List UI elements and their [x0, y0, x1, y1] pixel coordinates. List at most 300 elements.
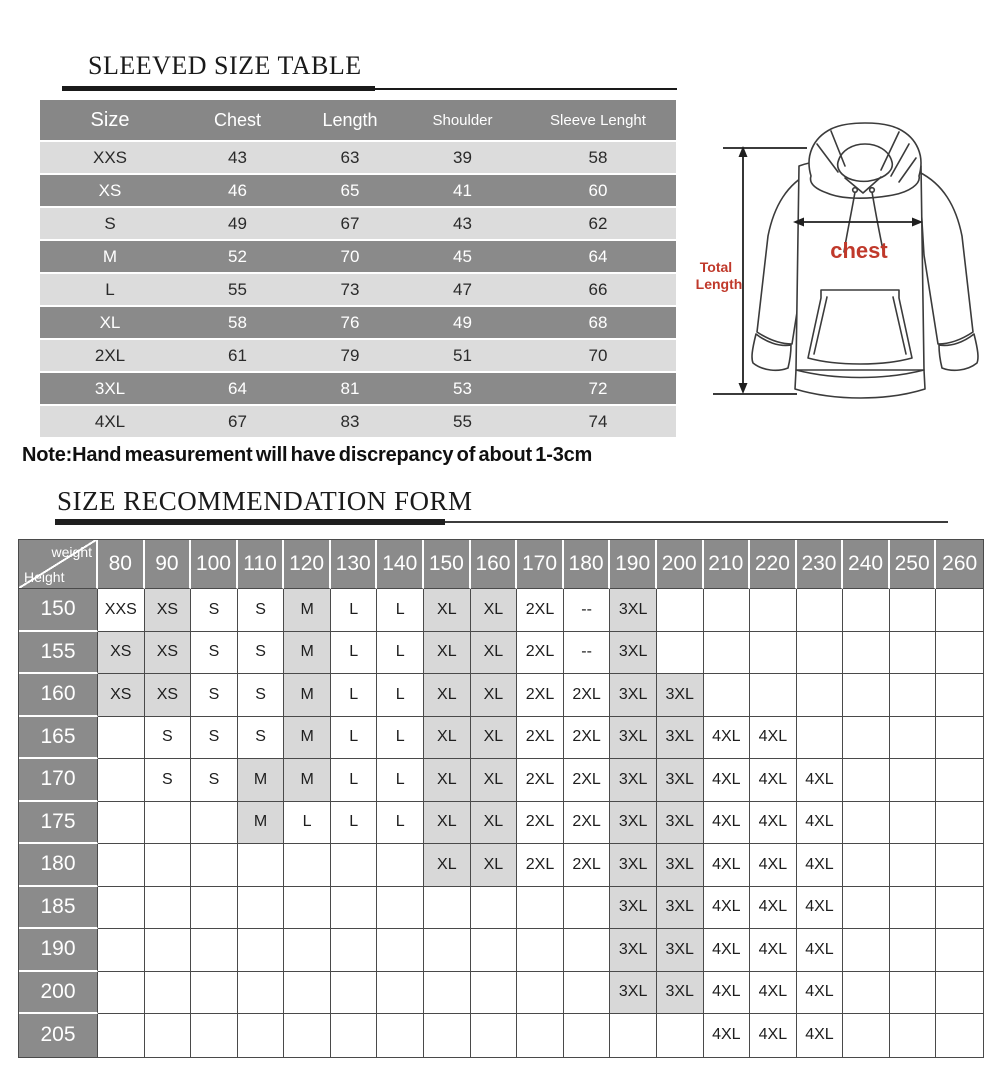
column-header: Sleeve Lenght [520, 100, 676, 142]
grid-row [19, 1014, 983, 1057]
size-cell: 4XL [750, 844, 797, 887]
height-label-cell: 200 [19, 972, 98, 1015]
size-cell: L [331, 674, 378, 717]
table-row [40, 175, 676, 208]
table-cell: 83 [295, 406, 405, 439]
table-cell: 67 [180, 406, 295, 439]
height-label-cell: 165 [19, 717, 98, 760]
weight-header-cell: 80 [98, 540, 145, 589]
weight-header-cell: 220 [750, 540, 797, 589]
size-cell: M [284, 759, 331, 802]
grid-row [19, 589, 983, 632]
size-cell: L [377, 802, 424, 845]
size-cell: 3XL [610, 717, 657, 760]
size-cell: 3XL [657, 717, 704, 760]
table-cell: 55 [405, 406, 520, 439]
size-cell: XL [424, 717, 471, 760]
size-cell: 3XL [657, 972, 704, 1015]
size-cell: 3XL [610, 929, 657, 972]
empty-cell [890, 802, 937, 845]
weight-header-cell: 90 [145, 540, 192, 589]
empty-cell [517, 972, 564, 1015]
empty-cell [843, 972, 890, 1015]
size-cell: L [377, 632, 424, 675]
table-cell: S [40, 208, 180, 241]
size-cell: 3XL [610, 632, 657, 675]
empty-cell [284, 887, 331, 930]
empty-cell [936, 674, 983, 717]
empty-cell [331, 887, 378, 930]
empty-cell [191, 972, 238, 1015]
size-cell: M [284, 717, 331, 760]
size-cell: 2XL [517, 802, 564, 845]
table-cell: 49 [405, 307, 520, 340]
empty-cell [424, 929, 471, 972]
table-cell: XS [40, 175, 180, 208]
empty-cell [936, 887, 983, 930]
table-cell: 41 [405, 175, 520, 208]
size-cell: 2XL [564, 802, 611, 845]
size-cell: S [238, 674, 285, 717]
empty-cell [471, 887, 518, 930]
weight-header-cell: 130 [331, 540, 378, 589]
sleeved-table-title: SLEEVED SIZE TABLE [88, 51, 362, 80]
weight-header-cell: 110 [238, 540, 285, 589]
table-cell: 53 [405, 373, 520, 406]
table-cell: 67 [295, 208, 405, 241]
empty-cell [145, 929, 192, 972]
size-cell: 2XL [517, 674, 564, 717]
empty-cell [564, 972, 611, 1015]
size-cell: S [145, 717, 192, 760]
empty-cell [797, 632, 844, 675]
height-label-cell: 175 [19, 802, 98, 845]
weight-header-cell: 210 [704, 540, 751, 589]
grid-header-row [19, 540, 983, 589]
table-cell: 81 [295, 373, 405, 406]
sleeved-table-body [40, 142, 676, 439]
table-cell: 76 [295, 307, 405, 340]
empty-cell [331, 1014, 378, 1057]
size-cell: XL [424, 802, 471, 845]
height-label-cell: 160 [19, 674, 98, 717]
size-cell: L [377, 759, 424, 802]
empty-cell [98, 759, 145, 802]
size-cell: XL [424, 759, 471, 802]
empty-cell [377, 1014, 424, 1057]
table-cell: 4XL [40, 406, 180, 439]
empty-cell [797, 674, 844, 717]
empty-cell [936, 802, 983, 845]
empty-cell [843, 589, 890, 632]
empty-cell [471, 1014, 518, 1057]
weight-header-cell: 170 [517, 540, 564, 589]
size-cell: XL [471, 589, 518, 632]
empty-cell [750, 632, 797, 675]
size-cell: 3XL [610, 844, 657, 887]
empty-cell [98, 802, 145, 845]
empty-cell [936, 929, 983, 972]
empty-cell [98, 717, 145, 760]
grid-row [19, 674, 983, 717]
size-cell: S [191, 632, 238, 675]
column-header: Shoulder [405, 100, 520, 142]
empty-cell [238, 887, 285, 930]
size-cell: 4XL [797, 1014, 844, 1057]
empty-cell [704, 674, 751, 717]
table-cell: M [40, 241, 180, 274]
table-cell: 58 [180, 307, 295, 340]
weight-header-cell: 140 [377, 540, 424, 589]
table-cell: 63 [295, 142, 405, 175]
table-cell: XXS [40, 142, 180, 175]
size-cell: 2XL [564, 844, 611, 887]
empty-cell [145, 887, 192, 930]
weight-header-cell: 180 [564, 540, 611, 589]
empty-cell [98, 972, 145, 1015]
empty-cell [564, 1014, 611, 1057]
weight-header-cell: 240 [843, 540, 890, 589]
size-cell: 3XL [657, 674, 704, 717]
table-cell: 39 [405, 142, 520, 175]
column-header: Length [295, 100, 405, 142]
table-row [40, 241, 676, 274]
empty-cell [191, 887, 238, 930]
size-cell: 4XL [797, 802, 844, 845]
empty-cell [284, 844, 331, 887]
size-cell: 3XL [610, 759, 657, 802]
empty-cell [284, 1014, 331, 1057]
size-cell: 4XL [797, 887, 844, 930]
empty-cell [377, 972, 424, 1015]
size-cell: S [191, 717, 238, 760]
empty-cell [238, 844, 285, 887]
empty-cell [191, 1014, 238, 1057]
table-row [40, 142, 676, 175]
size-cell: XXS [98, 589, 145, 632]
empty-cell [890, 844, 937, 887]
size-cell: XL [424, 632, 471, 675]
empty-cell [936, 844, 983, 887]
size-cell: S [238, 589, 285, 632]
table-row [40, 274, 676, 307]
table-cell: 79 [295, 340, 405, 373]
empty-cell [843, 632, 890, 675]
size-cell: 4XL [704, 972, 751, 1015]
weight-header-cell: 190 [610, 540, 657, 589]
size-cell: XL [424, 844, 471, 887]
empty-cell [843, 1014, 890, 1057]
table-cell: 70 [295, 241, 405, 274]
grid-row [19, 717, 983, 760]
empty-cell [936, 589, 983, 632]
size-cell: M [284, 589, 331, 632]
table-row [40, 208, 676, 241]
size-cell: 4XL [704, 759, 751, 802]
table-cell: 43 [405, 208, 520, 241]
empty-cell [145, 844, 192, 887]
empty-cell [517, 1014, 564, 1057]
table-cell: 66 [520, 274, 676, 307]
grid-row [19, 887, 983, 930]
size-cell: 2XL [517, 844, 564, 887]
size-cell: -- [564, 632, 611, 675]
empty-cell [843, 759, 890, 802]
table-cell: 61 [180, 340, 295, 373]
empty-cell [704, 589, 751, 632]
table-cell: 65 [295, 175, 405, 208]
size-cell: 4XL [750, 929, 797, 972]
form-underline-thick [55, 519, 445, 525]
size-cell: M [238, 802, 285, 845]
empty-cell [517, 929, 564, 972]
empty-cell [145, 802, 192, 845]
empty-cell [191, 844, 238, 887]
size-cell: XS [98, 674, 145, 717]
total-length-label-line2: Length [695, 276, 743, 292]
table-cell: 58 [520, 142, 676, 175]
height-label-cell: 190 [19, 929, 98, 972]
size-cell: L [331, 802, 378, 845]
table-cell: 74 [520, 406, 676, 439]
empty-cell [98, 887, 145, 930]
title-underline-thick [62, 86, 375, 91]
size-cell: XL [471, 759, 518, 802]
height-label-cell: 180 [19, 844, 98, 887]
weight-header-cell: 230 [797, 540, 844, 589]
size-cell: 2XL [517, 589, 564, 632]
size-cell: L [377, 717, 424, 760]
size-cell: 2XL [517, 717, 564, 760]
empty-cell [890, 717, 937, 760]
column-header: Size [40, 100, 180, 142]
size-cell: S [145, 759, 192, 802]
size-cell: -- [564, 589, 611, 632]
table-cell: 49 [180, 208, 295, 241]
size-cell: M [284, 632, 331, 675]
empty-cell [890, 887, 937, 930]
table-cell: 64 [180, 373, 295, 406]
size-cell: 4XL [704, 887, 751, 930]
size-cell: S [191, 759, 238, 802]
size-cell: 3XL [610, 589, 657, 632]
column-header: Chest [180, 100, 295, 142]
empty-cell [98, 1014, 145, 1057]
size-cell: L [331, 717, 378, 760]
size-cell: 4XL [750, 1014, 797, 1057]
size-cell: 4XL [797, 844, 844, 887]
corner-cell [19, 540, 98, 589]
empty-cell [890, 589, 937, 632]
hoodie-diagram [695, 100, 995, 425]
size-cell: 4XL [750, 972, 797, 1015]
table-row [40, 406, 676, 439]
height-axis-label: Height [24, 569, 65, 585]
size-cell: 4XL [750, 759, 797, 802]
empty-cell [890, 972, 937, 1015]
empty-cell [284, 929, 331, 972]
size-cell: XL [471, 802, 518, 845]
empty-cell [843, 887, 890, 930]
table-cell: 46 [180, 175, 295, 208]
empty-cell [424, 972, 471, 1015]
empty-cell [936, 632, 983, 675]
size-cell: M [284, 674, 331, 717]
weight-header-cell: 120 [284, 540, 331, 589]
empty-cell [191, 802, 238, 845]
empty-cell [843, 674, 890, 717]
size-cell: 2XL [564, 674, 611, 717]
empty-cell [890, 1014, 937, 1057]
empty-cell [331, 929, 378, 972]
size-cell: 4XL [704, 844, 751, 887]
size-cell: 4XL [704, 1014, 751, 1057]
empty-cell [890, 929, 937, 972]
grid-body [19, 589, 983, 1057]
grid-row [19, 972, 983, 1015]
size-cell: 4XL [797, 972, 844, 1015]
grid-row [19, 632, 983, 675]
empty-cell [704, 632, 751, 675]
size-cell: 3XL [610, 887, 657, 930]
empty-cell [843, 844, 890, 887]
empty-cell [936, 1014, 983, 1057]
table-row [40, 373, 676, 406]
empty-cell [890, 632, 937, 675]
size-cell: L [331, 632, 378, 675]
empty-cell [377, 887, 424, 930]
size-cell: 3XL [657, 759, 704, 802]
size-cell: 4XL [750, 717, 797, 760]
empty-cell [750, 589, 797, 632]
weight-header-cell: 200 [657, 540, 704, 589]
size-cell: 4XL [750, 802, 797, 845]
empty-cell [564, 887, 611, 930]
size-cell: 4XL [704, 929, 751, 972]
size-cell: 4XL [797, 759, 844, 802]
empty-cell [843, 802, 890, 845]
table-cell: 72 [520, 373, 676, 406]
size-cell: 4XL [704, 717, 751, 760]
size-cell: XL [424, 589, 471, 632]
empty-cell [98, 929, 145, 972]
size-cell: XS [145, 589, 192, 632]
empty-cell [843, 929, 890, 972]
size-cell: XL [471, 632, 518, 675]
size-cell: S [238, 717, 285, 760]
size-cell: S [191, 589, 238, 632]
table-cell: 62 [520, 208, 676, 241]
empty-cell [424, 1014, 471, 1057]
table-cell: 47 [405, 274, 520, 307]
size-cell: L [331, 759, 378, 802]
empty-cell [145, 972, 192, 1015]
weight-header-cell: 150 [424, 540, 471, 589]
size-cell: 3XL [657, 929, 704, 972]
empty-cell [564, 929, 611, 972]
empty-cell [517, 887, 564, 930]
empty-cell [657, 589, 704, 632]
size-cell: XL [471, 844, 518, 887]
size-cell: XL [424, 674, 471, 717]
empty-cell [936, 717, 983, 760]
size-cell: XS [145, 632, 192, 675]
size-cell: 2XL [517, 632, 564, 675]
empty-cell [657, 632, 704, 675]
empty-cell [238, 1014, 285, 1057]
size-cell: 3XL [610, 674, 657, 717]
size-cell: XL [471, 674, 518, 717]
height-label-cell: 205 [19, 1014, 98, 1057]
empty-cell [471, 929, 518, 972]
empty-cell [238, 972, 285, 1015]
size-cell: 3XL [657, 887, 704, 930]
size-cell: S [191, 674, 238, 717]
table-row [40, 340, 676, 373]
title-underline-thin [375, 88, 677, 90]
empty-cell [797, 589, 844, 632]
note-text: Note:Hand measurement will have discrepancy of about 1-3cm [22, 444, 593, 466]
weight-header-cell: 260 [936, 540, 983, 589]
empty-cell [238, 929, 285, 972]
size-cell: L [377, 674, 424, 717]
size-cell: L [377, 589, 424, 632]
empty-cell [890, 674, 937, 717]
table-row [40, 307, 676, 340]
empty-cell [797, 717, 844, 760]
empty-cell [145, 1014, 192, 1057]
empty-cell [890, 759, 937, 802]
size-cell: 4XL [750, 887, 797, 930]
table-cell: 45 [405, 241, 520, 274]
empty-cell [471, 972, 518, 1015]
grid-row [19, 802, 983, 845]
height-label-cell: 150 [19, 589, 98, 632]
empty-cell [377, 929, 424, 972]
table-cell: XL [40, 307, 180, 340]
table-cell: 60 [520, 175, 676, 208]
grid-row [19, 759, 983, 802]
empty-cell [377, 844, 424, 887]
size-cell: 3XL [657, 844, 704, 887]
height-label-cell: 155 [19, 632, 98, 675]
table-cell: 70 [520, 340, 676, 373]
weight-header-cell: 100 [191, 540, 238, 589]
grid-row [19, 929, 983, 972]
table-cell: 68 [520, 307, 676, 340]
size-cell: 4XL [797, 929, 844, 972]
empty-cell [331, 972, 378, 1015]
size-cell: 4XL [704, 802, 751, 845]
size-cell: M [238, 759, 285, 802]
table-cell: 51 [405, 340, 520, 373]
grid-row [19, 844, 983, 887]
height-label-cell: 170 [19, 759, 98, 802]
empty-cell [750, 674, 797, 717]
size-cell: 2XL [564, 717, 611, 760]
size-cell: S [238, 632, 285, 675]
weight-header-cell: 250 [890, 540, 937, 589]
size-cell: L [331, 589, 378, 632]
form-underline-thin [445, 521, 948, 523]
empty-cell [936, 972, 983, 1015]
weight-axis-label: weight [51, 544, 92, 560]
chest-label: chest [830, 238, 888, 263]
size-form-title: SIZE RECOMMENDATION FORM [57, 486, 473, 516]
size-cell: 2XL [517, 759, 564, 802]
table-cell: 43 [180, 142, 295, 175]
empty-cell [331, 844, 378, 887]
